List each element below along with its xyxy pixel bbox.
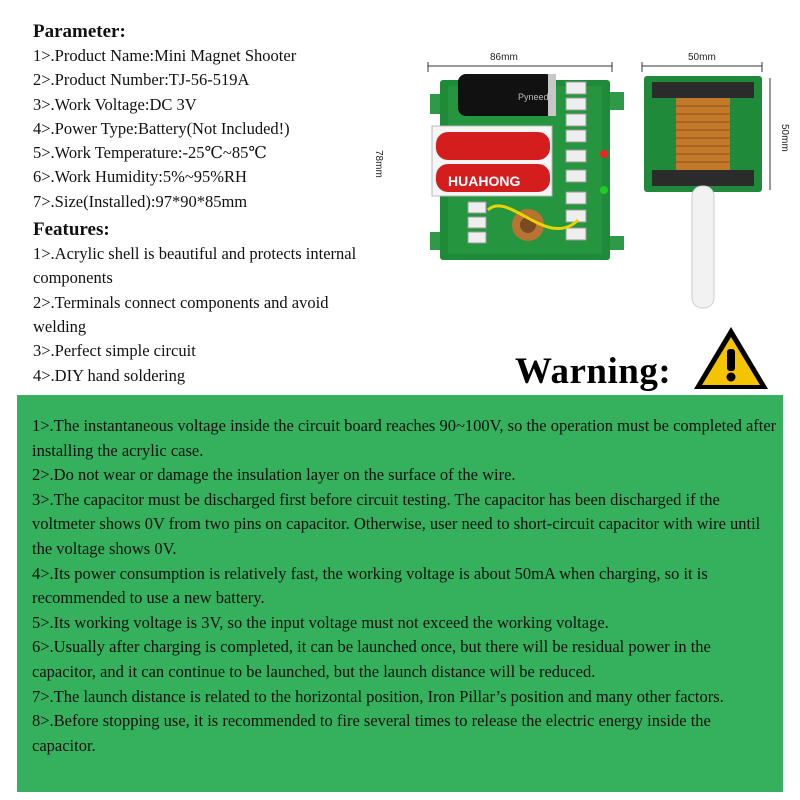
spec-column	[33, 20, 413, 388]
warning-title: Warning:	[515, 351, 672, 392]
warning-item: 2>.Do not wear or damage the insulation layer on the surface of the wire.	[32, 465, 516, 485]
parameter-item: 7>.Size(Installed):97*90*85mm	[33, 191, 248, 211]
warning-item: 3>.The capacitor must be discharged first before circuit testing. The capacitor has been discharged if the voltmeter shows 0V from two pins on capacitor. Otherwise, user need to short-circuit capacitor with wire until the voltage shows 0V.	[32, 489, 761, 558]
capacitor-label: Pyneedz	[518, 92, 554, 102]
warning-triangle-icon	[690, 323, 772, 393]
warning-item: 1>.The instantaneous voltage inside the circuit board reaches 90~100V, so the operation must be completed after installing the acrylic case.	[32, 416, 777, 460]
board-width-label: 86mm	[490, 52, 518, 63]
coil-module-photo	[640, 74, 765, 314]
coil-height-label: 50mm	[779, 124, 790, 152]
parameter-item: 5>.Work Temperature:-25℃~85℃	[33, 143, 267, 163]
circuit-board-photo	[428, 70, 628, 270]
board-height-label: 78mm	[373, 150, 384, 178]
parameter-heading: Parameter:	[33, 21, 126, 42]
features-heading: Features:	[33, 219, 110, 241]
parameter-item: 6>.Work Humidity:5%~95%RH	[33, 167, 247, 187]
parameter-item: 1>.Product Name:Mini Magnet Shooter	[33, 46, 297, 65]
warning-item: 4>.Its power consumption is relatively fast, the working voltage is about 50mA when charging, so it is recommended to use a new battery.	[32, 563, 708, 608]
warning-panel	[17, 395, 783, 792]
warning-item: 6>.Usually after charging is completed, it can be launched once, but there will be residual power in the capacitor, and it can continue to be launched, but the launch distance will be reduced.	[32, 637, 711, 681]
parameter-item: 2>.Product Number:TJ-56-519A	[33, 70, 250, 90]
coil-width-label: 50mm	[688, 52, 716, 63]
warning-item: 5>.Its working voltage is 3V, so the input voltage must not exceed the working voltage.	[32, 612, 609, 632]
parameter-item: 3>.Work Voltage:DC 3V	[33, 94, 197, 114]
feature-item: 3>.Perfect simple circuit	[33, 341, 196, 361]
feature-item: 1>.Acrylic shell is beautiful and protects internal components	[33, 244, 357, 288]
battery-brand-text: HUAHONG	[448, 173, 521, 189]
feature-item: 4>.DIY hand soldering	[33, 365, 186, 385]
warning-item: 8>.Before stopping use, it is recommended to fire several times to release the electric energy inside the capacitor.	[32, 711, 711, 755]
feature-item: 2>.Terminals connect components and avoid welding	[33, 292, 329, 336]
warning-item: 7>.The launch distance is related to the horizontal position, Iron Pillar’s position and many other factors.	[32, 686, 724, 706]
parameter-item: 4>.Power Type:Battery(Not Included!)	[33, 118, 290, 138]
